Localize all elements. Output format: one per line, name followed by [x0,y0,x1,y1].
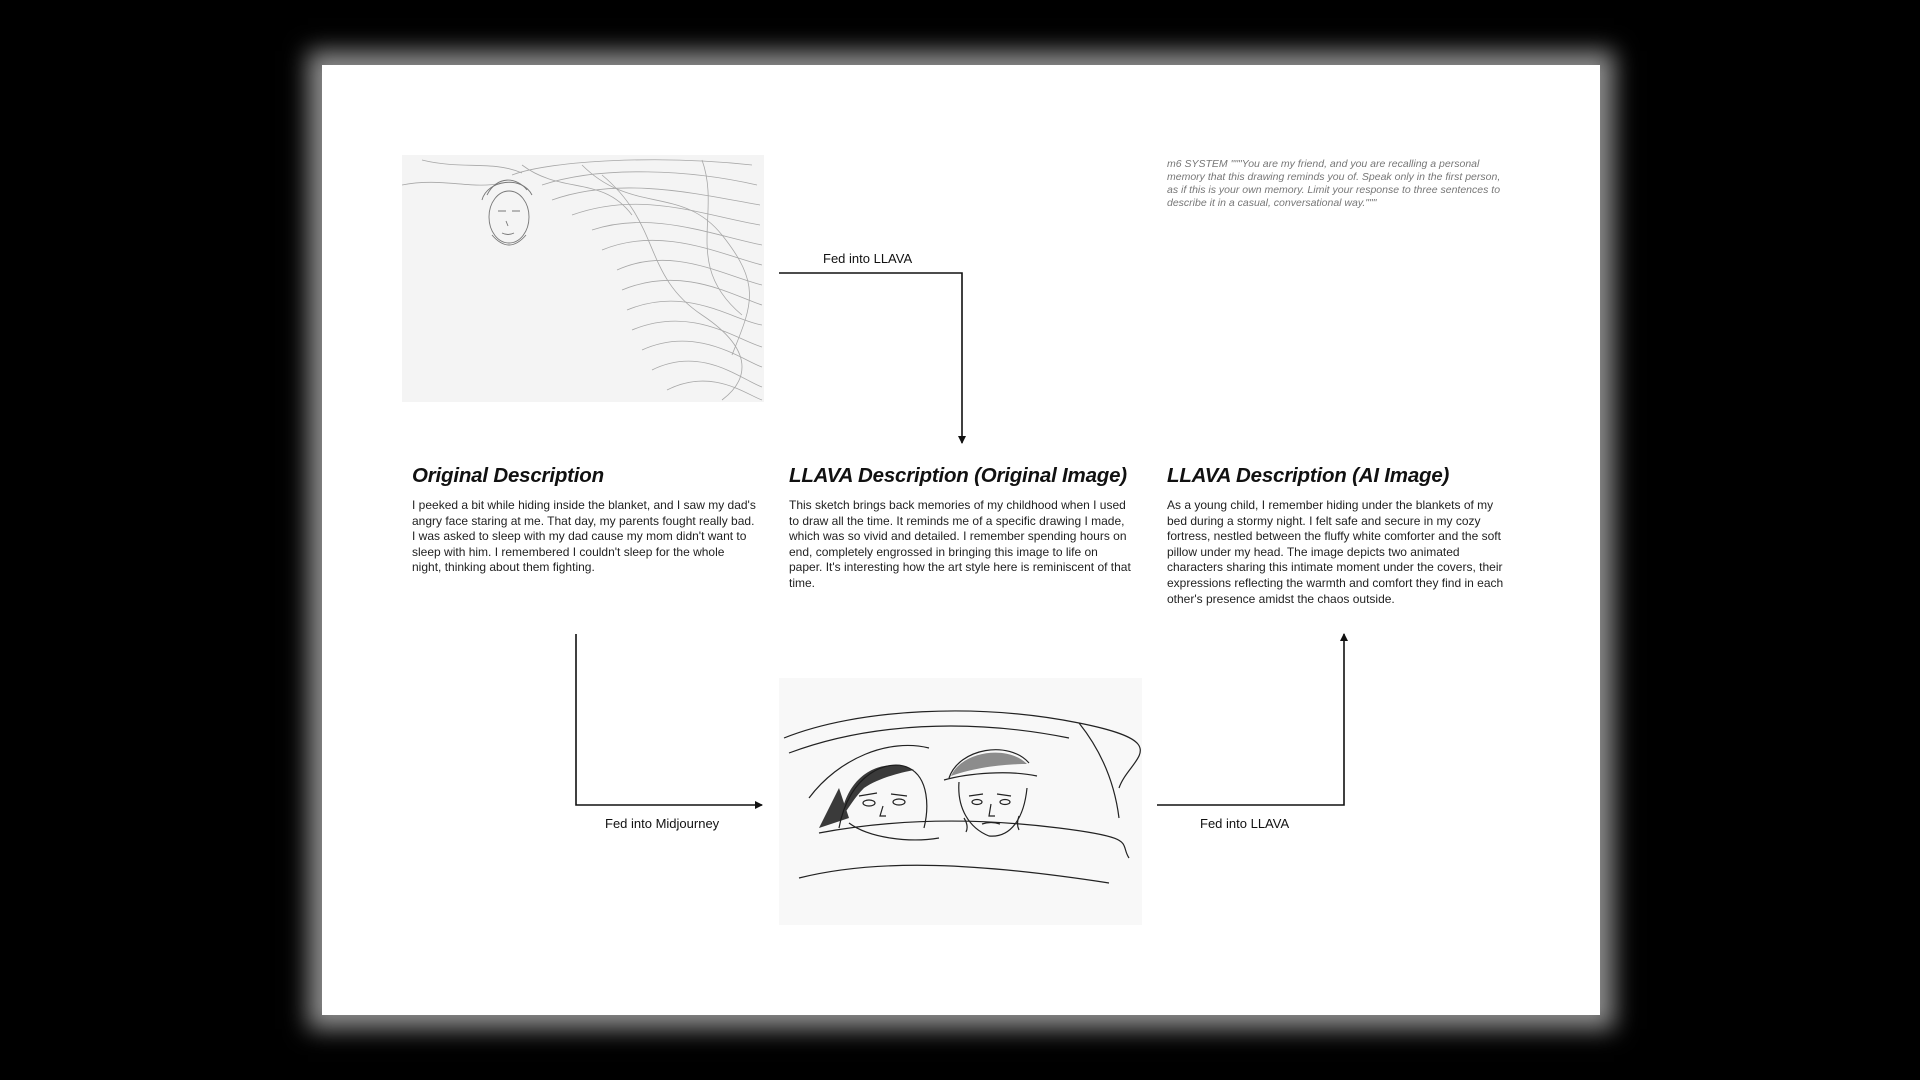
llava-original-body: This sketch brings back memories of my childhood when I used to draw all the time. It reminds me of a specific drawing I made, which was so vivid and detailed. I remember spending hours on end, completely engrossed in bringing this image to life on paper. It's interesting how the art style here is reminiscent of that time. [789,498,1131,590]
original-description-body: I peeked a bit while hiding inside the blanket, and I saw my dad's angry face staring at me. That day, my parents fought really bad. I was asked to sleep with my dad cause my mom didn't want to sleep with him. I remembered I couldn't sleep for the whole night, thinking about them fighting. [412,498,756,575]
llava-ai-body: As a young child, I remember hiding under the blankets of my bed during a stormy night. I felt safe and secure in my cozy fortress, nestled between the fluffy white comforter and the soft pillow under my head. The image depicts two animated characters sharing this intimate moment under the covers, their expressions reflecting the warmth and comfort they find in each other's presence amidst the chaos outside. [1167,498,1504,606]
flow-label-fed-into-llava-original: Fed into LLAVA [823,251,913,266]
slide [322,65,1600,1015]
llava-original-title: LLAVA Description (Original Image) [789,464,1127,487]
original-description-title: Original Description [412,464,604,487]
arrow-sketch-to-llava [779,273,962,443]
arrow-description-to-midjourney [576,634,762,805]
llava-ai-column [1167,464,1512,607]
original-sketch-image [402,155,764,402]
original-sketch-drawing [402,155,764,402]
llava-original-column [789,464,1134,592]
llava-ai-title: LLAVA Description (AI Image) [1167,464,1450,487]
flow-label-fed-into-llava-ai: Fed into LLAVA [1200,816,1290,831]
original-description-column [412,464,757,576]
system-prompt-text: m6 SYSTEM """You are my friend, and you are recalling a personal memory that this drawing reminds you of. Speak only in the first person, as if this is your own memory. Limit your response to three sentences to describe it in a casual, conversational way.""" [1167,158,1501,209]
ai-generated-drawing [779,678,1142,925]
ai-generated-image [779,678,1142,925]
flow-label-fed-into-midjourney: Fed into Midjourney [605,816,720,831]
arrow-ai-image-to-llava [1157,634,1344,805]
